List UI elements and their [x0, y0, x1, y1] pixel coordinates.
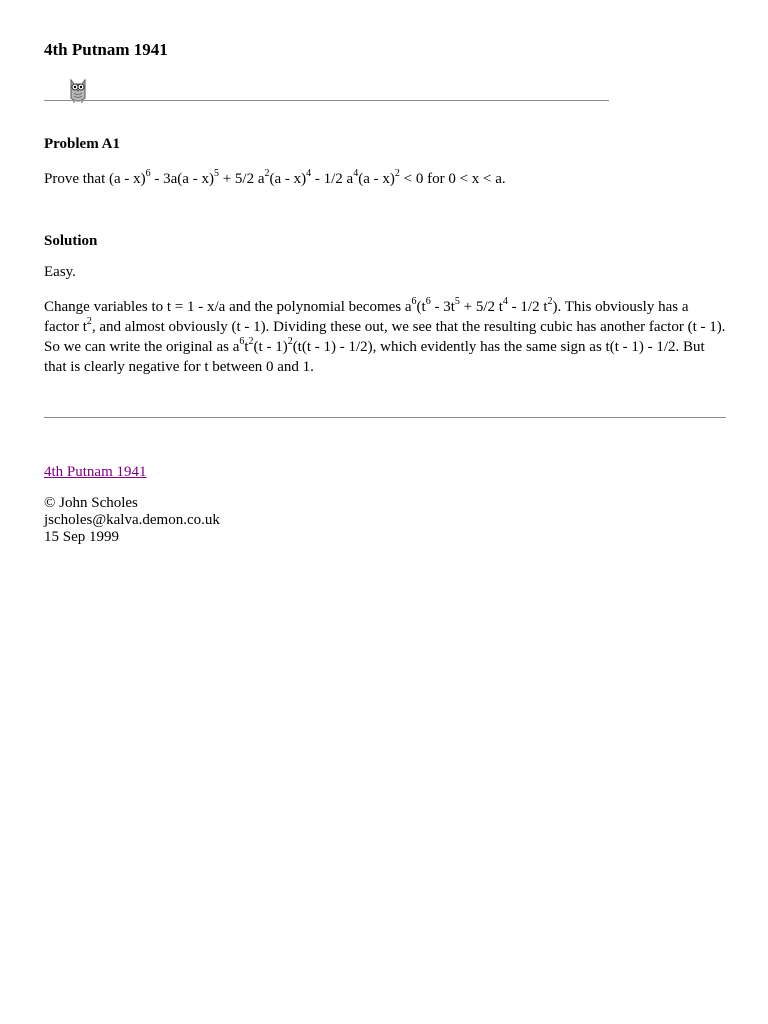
copyright: © John Scholes	[44, 495, 138, 511]
back-link-row	[44, 464, 147, 481]
problem-heading: Problem A1	[44, 136, 120, 152]
logo-row	[44, 74, 609, 102]
header-divider	[44, 100, 609, 101]
solution-body: Change variables to t = 1 - x/a and the polynomial becomes $a^6(t^6 - 3t^5 + 5/2$ $t^4 - 1/2$ $t^2$). This obviously has a factor $t^2$, and almost obviously (t - 1). Dividing these out, we see that the resulting cubic has another factor (t - 1). So we can write the original as $a^6t^2(t - 1)^2(t(t - 1) - 1/2)$, which evidently has the same sign as t(t - 1) - 1/2. But that is clearly negative for t between 0 and 1.	[44, 295, 726, 375]
problem-statement: Prove that (a - x)$^6$ - 3a(a - x)$^5$ + 5/2 $a^2(a - x)^4 - 1/2$ $a^4(a - x)^2 < 0$ for 0 < x < a.	[44, 167, 506, 187]
footer-divider	[44, 417, 726, 418]
footer	[44, 495, 220, 546]
solution-intro: Easy.	[44, 264, 76, 280]
solution-heading: Solution	[44, 233, 98, 249]
page-title: 4th Putnam 1941	[44, 40, 168, 59]
back-link[interactable]: 4th Putnam 1941	[44, 464, 147, 480]
author-email: jscholes@kalva.demon.co.uk	[44, 512, 220, 528]
date: 15 Sep 1999	[44, 529, 119, 545]
